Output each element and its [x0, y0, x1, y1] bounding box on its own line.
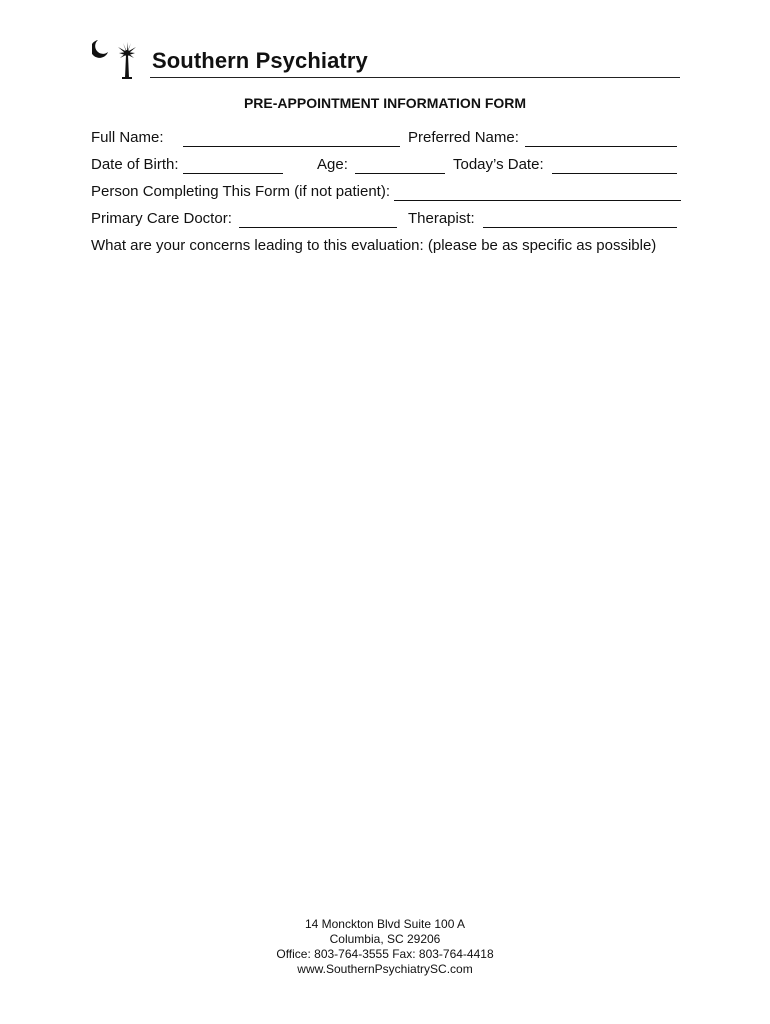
header-divider [150, 77, 680, 78]
todays-date-field[interactable] [552, 173, 677, 174]
person-completing-label: Person Completing This Form (if not patient): [91, 183, 391, 200]
row-primary-care [91, 210, 691, 232]
full-name-label: Full Name: [91, 129, 164, 146]
preferred-name-field[interactable] [525, 146, 677, 147]
phone-fax-line: Office: 803-764-3555 Fax: 803-764-4418 [276, 947, 494, 961]
age-label: Age: [317, 156, 348, 173]
form-title: PRE-APPOINTMENT INFORMATION FORM [243, 95, 527, 111]
primary-care-label: Primary Care Doctor: [91, 210, 232, 227]
footer-contact [0, 917, 770, 977]
age-field[interactable] [355, 173, 445, 174]
todays-date-label: Today’s Date: [453, 156, 544, 173]
therapist-field[interactable] [483, 227, 677, 228]
row-full-name [91, 129, 691, 151]
dob-label: Date of Birth: [91, 156, 179, 173]
therapist-label: Therapist: [408, 210, 475, 227]
website-link[interactable]: www.SouthernPsychiatrySC.com [297, 962, 473, 976]
row-person-completing [91, 183, 691, 205]
dob-field[interactable] [183, 173, 283, 174]
address-line-1: 14 Monckton Blvd Suite 100 A [304, 917, 466, 931]
palmetto-crescent-icon [92, 38, 144, 82]
brand-name: Southern Psychiatry [152, 48, 368, 73]
concerns-prompt: What are your concerns leading to this evaluation: (please be as specific as possible) [91, 237, 657, 254]
full-name-field[interactable] [183, 146, 400, 147]
row-dob [91, 156, 691, 178]
address-line-2: Columbia, SC 29206 [329, 932, 441, 946]
primary-care-field[interactable] [239, 227, 397, 228]
person-completing-field[interactable] [394, 200, 681, 201]
preferred-name-label: Preferred Name: [408, 129, 519, 146]
